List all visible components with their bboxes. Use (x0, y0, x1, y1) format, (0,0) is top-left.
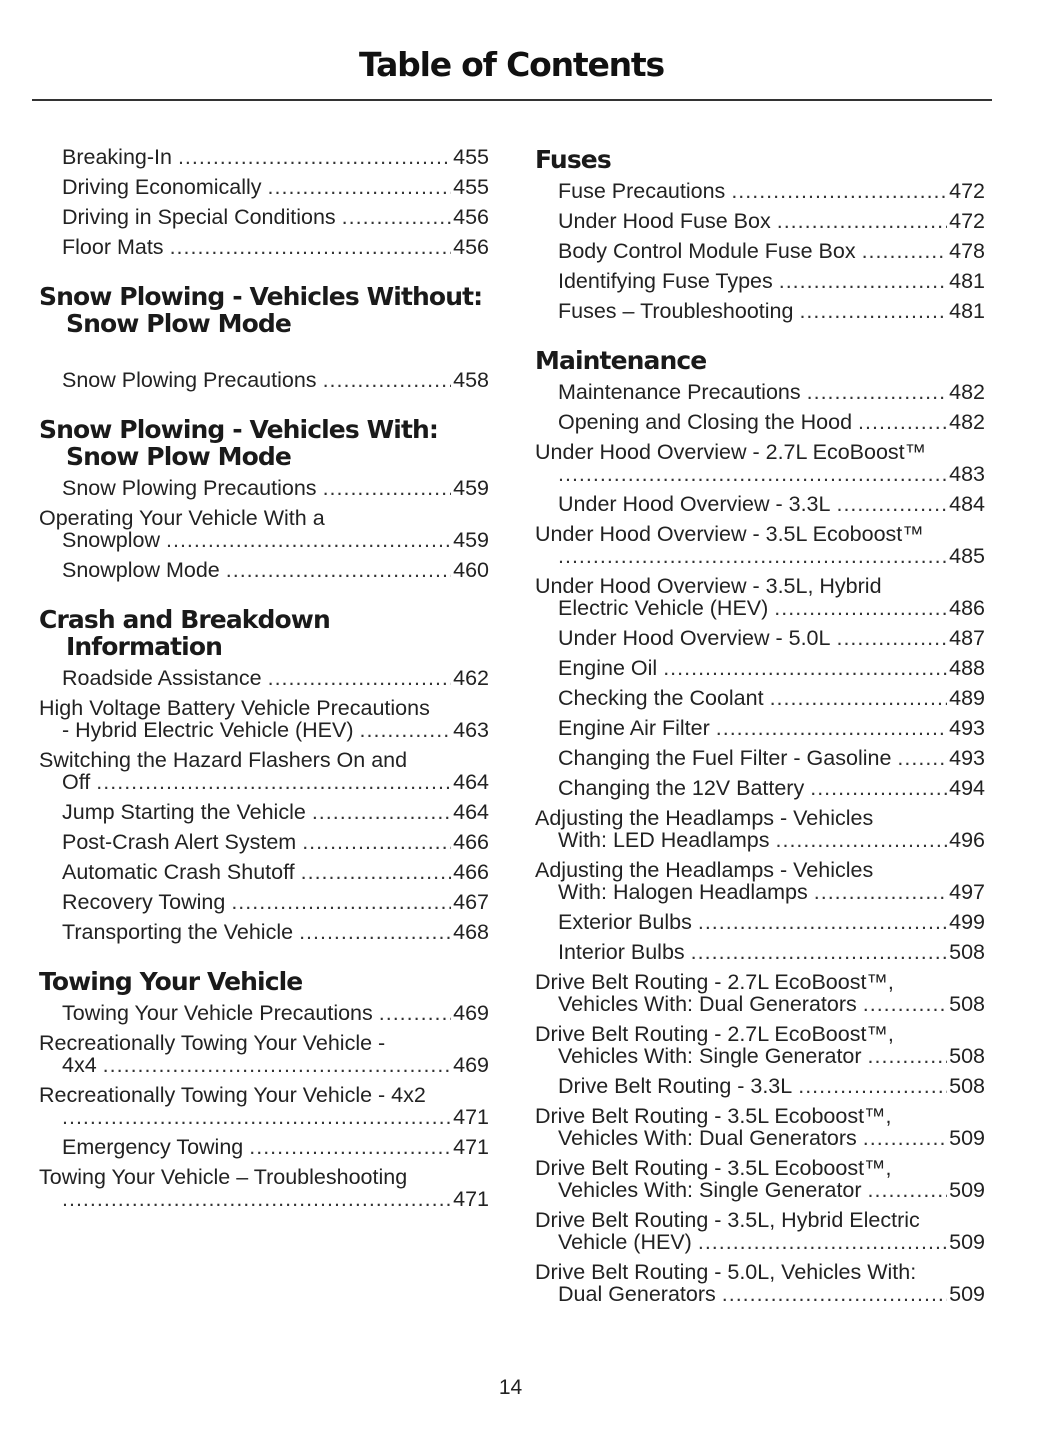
toc-entry[interactable] (39, 1136, 489, 1158)
toc-entry[interactable] (535, 777, 985, 799)
entry-page-number: 508 (949, 992, 985, 1016)
entry-title-line1: Recreationally Towing Your Vehicle - (39, 1031, 386, 1055)
entry-page-number: 456 (453, 235, 489, 259)
entry-title: Vehicles With: Dual Generators (558, 992, 857, 1016)
entry-line (558, 545, 985, 567)
entry-line (62, 719, 489, 741)
toc-entry[interactable] (535, 657, 985, 679)
leader-dots (558, 463, 947, 485)
entry-line (62, 369, 489, 391)
leader-dots (779, 270, 947, 292)
entry-line (62, 529, 489, 551)
entry-page-number: 464 (453, 770, 489, 794)
entry-page-number: 494 (949, 776, 985, 800)
entry-line (62, 1002, 489, 1024)
entry-title-line1: Drive Belt Routing - 2.7L EcoBoost™, (535, 970, 894, 994)
leader-dots (96, 771, 451, 793)
toc-entry[interactable] (39, 369, 489, 391)
entry-line (558, 1231, 985, 1253)
entry-title: Drive Belt Routing - 3.3L (558, 1074, 793, 1098)
toc-entry[interactable] (39, 697, 489, 741)
leader-dots (836, 627, 947, 649)
entry-page-number: 468 (453, 920, 489, 944)
entry-title: Vehicles With: Single Generator (558, 1178, 862, 1202)
entry-page-number: 509 (949, 1230, 985, 1254)
leader-dots (868, 1179, 948, 1201)
entry-title-line1: Drive Belt Routing - 3.5L Ecoboost™, (535, 1104, 892, 1128)
entry-title: Identifying Fuse Types (558, 269, 773, 293)
toc-entry[interactable] (535, 1105, 985, 1149)
entry-title: Interior Bulbs (558, 940, 685, 964)
entry-line (62, 176, 489, 198)
entry-title: Changing the 12V Battery (558, 776, 805, 800)
entry-title-line1: Drive Belt Routing - 5.0L, Vehicles With: (535, 1260, 917, 1284)
entry-page-number: 508 (949, 1044, 985, 1068)
leader-dots (299, 921, 451, 943)
section-heading: Snow Plowing - Vehicles Without: Snow Plow Mode (39, 282, 483, 338)
toc-section (535, 146, 985, 322)
leader-dots (770, 687, 948, 709)
title-divider (32, 99, 992, 101)
leader-dots (663, 657, 947, 679)
entry-line (558, 270, 985, 292)
entry-title: Under Hood Overview - 3.3L (558, 492, 831, 516)
entry-title: Vehicles With: Dual Generators (558, 1126, 857, 1150)
entry-page-number: 481 (949, 269, 985, 293)
toc-entry[interactable] (39, 1084, 489, 1128)
entry-title: Vehicles With: Single Generator (558, 1044, 862, 1068)
entry-title-line1: Adjusting the Headlamps - Vehicles (535, 858, 874, 882)
leader-dots (360, 719, 452, 741)
entry-page-number: 462 (453, 666, 489, 690)
toc-section (39, 968, 489, 1210)
toc-section (39, 606, 489, 943)
entry-title: Snowplow Mode (62, 558, 220, 582)
entry-title: With: LED Headlamps (558, 828, 770, 852)
entry-title: 4x4 (62, 1053, 97, 1077)
entry-page-number: 509 (949, 1178, 985, 1202)
entry-line (558, 881, 985, 903)
toc-section (535, 347, 985, 1305)
entry-title-line1: Drive Belt Routing - 3.5L Ecoboost™, (535, 1156, 892, 1180)
entry-line (558, 1127, 985, 1149)
toc-entry[interactable] (535, 523, 985, 567)
section-heading: Crash and Breakdown Information (39, 605, 330, 661)
entry-line (62, 771, 489, 793)
toc-entry[interactable] (535, 971, 985, 1015)
leader-dots (868, 1045, 948, 1067)
toc-entry[interactable] (39, 831, 489, 853)
entry-page-number: 483 (949, 462, 985, 486)
entry-line (62, 146, 489, 168)
entry-title: Body Control Module Fuse Box (558, 239, 856, 263)
entry-title: Opening and Closing the Hood (558, 410, 853, 434)
section-heading: Fuses (535, 145, 611, 174)
entry-line (558, 657, 985, 679)
toc-entry[interactable] (39, 801, 489, 823)
entry-title-line1: Switching the Hazard Flashers On and (39, 748, 408, 772)
toc-entry[interactable] (535, 1209, 985, 1253)
entry-page-number: 497 (949, 880, 985, 904)
toc-entry[interactable] (39, 1032, 489, 1076)
leader-dots (858, 411, 947, 433)
entry-title-line1: Under Hood Overview - 3.5L, Hybrid (535, 574, 882, 598)
entry-page-number: 482 (949, 410, 985, 434)
entry-page-number: 464 (453, 800, 489, 824)
entry-page-number: 469 (453, 1001, 489, 1025)
entry-title: Fuses – Troubleshooting (558, 299, 794, 323)
entry-page-number: 455 (453, 145, 489, 169)
entry-title: Emergency Towing (62, 1135, 244, 1159)
entry-line (558, 911, 985, 933)
toc-entry[interactable] (535, 627, 985, 649)
toc-entry[interactable] (39, 477, 489, 499)
entry-page-number: 486 (949, 596, 985, 620)
section-heading: Snow Plowing - Vehicles With: Snow Plow Mode (39, 415, 439, 471)
entry-line (62, 206, 489, 228)
entry-title: Snow Plowing Precautions (62, 368, 317, 392)
entry-title-line1: Under Hood Overview - 3.5L Ecoboost™ (535, 522, 924, 546)
leader-dots (698, 911, 947, 933)
leader-dots (810, 777, 947, 799)
toc-entry[interactable] (535, 1023, 985, 1067)
toc-entry[interactable] (535, 747, 985, 769)
toc-entry[interactable] (535, 911, 985, 933)
entry-title: Driving Economically (62, 175, 262, 199)
leader-dots (103, 1054, 451, 1076)
toc-entry[interactable] (535, 411, 985, 433)
entry-line (558, 597, 985, 619)
toc-entry[interactable] (535, 381, 985, 403)
entry-page-number: 467 (453, 890, 489, 914)
toc-entry[interactable] (39, 559, 489, 581)
section-heading: Towing Your Vehicle (39, 967, 303, 996)
toc-entry[interactable] (535, 1261, 985, 1305)
entry-line (558, 777, 985, 799)
leader-dots (807, 381, 948, 403)
entry-page-number: 478 (949, 239, 985, 263)
entry-title: Floor Mats (62, 235, 164, 259)
entry-line (62, 236, 489, 258)
leader-dots (731, 180, 947, 202)
page-number: 14 (498, 1376, 523, 1399)
entry-line (558, 717, 985, 739)
toc-entry[interactable] (39, 921, 489, 943)
entry-title: Snow Plowing Precautions (62, 476, 317, 500)
entry-line (558, 941, 985, 963)
entry-page-number: 460 (453, 558, 489, 582)
leader-dots (170, 236, 452, 258)
entry-page-number: 466 (453, 830, 489, 854)
leader-dots (166, 529, 451, 551)
toc-entry[interactable] (535, 180, 985, 202)
entry-line (62, 861, 489, 883)
toc-entry[interactable] (535, 1075, 985, 1097)
leader-dots (379, 1002, 451, 1024)
toc-entry[interactable] (39, 667, 489, 689)
entry-title: Fuse Precautions (558, 179, 726, 203)
entry-line (558, 381, 985, 403)
leader-dots (863, 1127, 947, 1149)
leader-dots (897, 747, 947, 769)
leader-dots (62, 1106, 451, 1128)
leader-dots (249, 1136, 451, 1158)
leader-dots (691, 941, 947, 963)
entry-page-number: 469 (453, 1053, 489, 1077)
leader-dots (342, 206, 451, 228)
entry-page-number: 471 (453, 1187, 489, 1211)
entry-title: Snowplow (62, 528, 160, 552)
toc-entry[interactable] (39, 146, 489, 168)
entry-title: Jump Starting the Vehicle (62, 800, 306, 824)
toc-entry[interactable] (535, 270, 985, 292)
entry-title-line1: High Voltage Battery Vehicle Precautions (39, 696, 430, 720)
entry-title: Engine Oil (558, 656, 658, 680)
entry-line (62, 1188, 489, 1210)
leader-dots (777, 210, 947, 232)
entry-line (558, 240, 985, 262)
entry-title: Checking the Coolant (558, 686, 764, 710)
toc-entry[interactable] (535, 493, 985, 515)
entry-title-line1: Operating Your Vehicle With a (39, 506, 325, 530)
entry-line (558, 1075, 985, 1097)
entry-line (558, 210, 985, 232)
leader-dots (862, 240, 948, 262)
entry-title: Transporting the Vehicle (62, 920, 294, 944)
leader-dots (312, 801, 451, 823)
entry-title: - Hybrid Electric Vehicle (HEV) (62, 718, 354, 742)
toc-entry[interactable] (535, 210, 985, 232)
entry-line (558, 180, 985, 202)
entry-page-number: 488 (949, 656, 985, 680)
entry-title: Post-Crash Alert System (62, 830, 297, 854)
entry-page-number: 508 (949, 940, 985, 964)
entry-line (558, 829, 985, 851)
entry-line (62, 891, 489, 913)
entry-line (558, 627, 985, 649)
entry-line (62, 831, 489, 853)
toc-left-column (39, 146, 489, 1235)
entry-page-number: 508 (949, 1074, 985, 1098)
entry-title: Breaking-In (62, 145, 172, 169)
entry-line (558, 493, 985, 515)
toc-entry[interactable] (535, 240, 985, 262)
leader-dots (62, 1188, 451, 1210)
entry-line (558, 411, 985, 433)
entry-line (558, 747, 985, 769)
leader-dots (776, 829, 948, 851)
entry-title-line1: Recreationally Towing Your Vehicle - 4x2 (39, 1083, 426, 1107)
leader-dots (323, 477, 452, 499)
entry-title: Dual Generators (558, 1282, 716, 1306)
toc-entry[interactable] (39, 861, 489, 883)
entry-page-number: 489 (949, 686, 985, 710)
entry-page-number: 459 (453, 476, 489, 500)
toc-entry[interactable] (39, 176, 489, 198)
toc-entry[interactable] (39, 749, 489, 793)
leader-dots (798, 1075, 947, 1097)
entry-line (558, 300, 985, 322)
entry-title-line1: Towing Your Vehicle – Troubleshooting (39, 1165, 408, 1189)
entry-line (62, 559, 489, 581)
entry-line (558, 993, 985, 1015)
entry-page-number: 472 (949, 179, 985, 203)
leader-dots (268, 667, 452, 689)
entry-page-number: 509 (949, 1282, 985, 1306)
entry-line (62, 1054, 489, 1076)
entry-title: Changing the Fuel Filter - Gasoline (558, 746, 892, 770)
entry-title: Driving in Special Conditions (62, 205, 336, 229)
entry-page-number: 496 (949, 828, 985, 852)
entry-title: Under Hood Overview - 5.0L (558, 626, 831, 650)
leader-dots (558, 545, 947, 567)
entry-page-number: 459 (453, 528, 489, 552)
toc-section (39, 416, 489, 581)
entry-title-line1: Drive Belt Routing - 3.5L, Hybrid Electric (535, 1208, 920, 1232)
entry-line (62, 477, 489, 499)
entry-line (558, 687, 985, 709)
toc-entry[interactable] (535, 300, 985, 322)
leader-dots (799, 300, 947, 322)
entry-title: Maintenance Precautions (558, 380, 801, 404)
toc-entry[interactable] (535, 717, 985, 739)
entry-page-number: 471 (453, 1135, 489, 1159)
entry-title: Electric Vehicle (HEV) (558, 596, 769, 620)
entry-line (62, 1136, 489, 1158)
leader-dots (774, 597, 947, 619)
entry-page-number: 456 (453, 205, 489, 229)
entry-title: Vehicle (HEV) (558, 1230, 692, 1254)
leader-dots (814, 881, 947, 903)
page-title: Table of Contents (359, 45, 664, 84)
entry-line (62, 921, 489, 943)
toc-entry[interactable] (535, 807, 985, 851)
leader-dots (268, 176, 452, 198)
leader-dots (863, 993, 947, 1015)
entry-title: Roadside Assistance (62, 666, 262, 690)
toc-entry[interactable] (39, 891, 489, 913)
entry-line (62, 667, 489, 689)
leader-dots (698, 1231, 947, 1253)
leader-dots (836, 493, 947, 515)
entry-page-number: 484 (949, 492, 985, 516)
entry-title: Exterior Bulbs (558, 910, 692, 934)
entry-title: Automatic Crash Shutoff (62, 860, 295, 884)
leader-dots (323, 369, 452, 391)
entry-title: Recovery Towing (62, 890, 226, 914)
entry-page-number: 499 (949, 910, 985, 934)
toc-entry[interactable] (535, 1157, 985, 1201)
entry-page-number: 481 (949, 299, 985, 323)
entry-title: Engine Air Filter (558, 716, 710, 740)
toc-entry[interactable] (39, 236, 489, 258)
entry-page-number: 487 (949, 626, 985, 650)
toc-section (39, 283, 489, 391)
toc-entry[interactable] (535, 859, 985, 903)
leader-dots (231, 891, 451, 913)
entry-page-number: 472 (949, 209, 985, 233)
toc-entry[interactable] (535, 575, 985, 619)
entry-title-line1: Drive Belt Routing - 2.7L EcoBoost™, (535, 1022, 894, 1046)
toc-entry[interactable] (39, 1166, 489, 1210)
entry-line (62, 801, 489, 823)
toc-entry[interactable] (535, 687, 985, 709)
entry-title: Under Hood Fuse Box (558, 209, 771, 233)
entry-line (558, 463, 985, 485)
entry-title: Off (62, 770, 91, 794)
leader-dots (302, 831, 451, 853)
entry-page-number: 463 (453, 718, 489, 742)
leader-dots (301, 861, 451, 883)
entry-page-number: 485 (949, 544, 985, 568)
toc-entry[interactable] (535, 941, 985, 963)
leader-dots (178, 146, 451, 168)
entry-title: With: Halogen Headlamps (558, 880, 808, 904)
entry-page-number: 458 (453, 368, 489, 392)
entry-page-number: 509 (949, 1126, 985, 1150)
entry-page-number: 455 (453, 175, 489, 199)
toc-entry[interactable] (39, 206, 489, 228)
leader-dots (716, 717, 947, 739)
entry-page-number: 493 (949, 716, 985, 740)
section-heading: Maintenance (535, 346, 707, 375)
entry-line (62, 1106, 489, 1128)
entry-page-number: 493 (949, 746, 985, 770)
toc-entry[interactable] (39, 507, 489, 551)
entry-title: Towing Your Vehicle Precautions (62, 1001, 373, 1025)
entry-line (558, 1045, 985, 1067)
entry-page-number: 466 (453, 860, 489, 884)
entry-page-number: 482 (949, 380, 985, 404)
entry-line (558, 1283, 985, 1305)
entry-title-line1: Under Hood Overview - 2.7L EcoBoost™ (535, 440, 927, 464)
leader-dots (722, 1283, 947, 1305)
toc-section (39, 146, 489, 258)
toc-entry[interactable] (535, 441, 985, 485)
leader-dots (226, 559, 451, 581)
entry-line (558, 1179, 985, 1201)
entry-title-line1: Adjusting the Headlamps - Vehicles (535, 806, 874, 830)
toc-entry[interactable] (39, 1002, 489, 1024)
entry-page-number: 471 (453, 1105, 489, 1129)
toc-right-column (535, 146, 985, 1330)
